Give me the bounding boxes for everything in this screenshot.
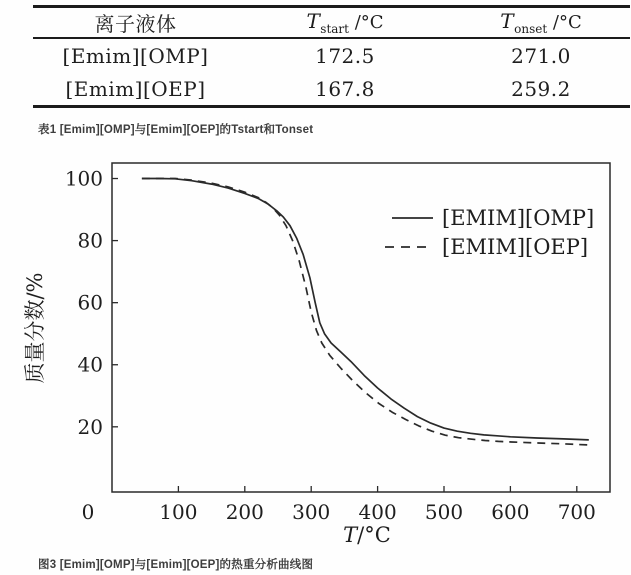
- y-tick-label-20: 20: [77, 414, 103, 439]
- table-row: [33, 39, 630, 72]
- x-tick-label-400: 400: [358, 500, 397, 524]
- tonset-symbol: T: [500, 9, 515, 33]
- cell-tonset: 271.0: [511, 43, 571, 68]
- y-tick-label-80: 80: [77, 228, 103, 253]
- col-header-tstart: [238, 9, 452, 36]
- table-caption: 表1 [Emim][OMP]与[Emim][OEP]的Tstart和Tonset: [38, 124, 314, 136]
- legend-label-1: [EMIM][OEP]: [442, 235, 589, 259]
- tga-chart: [0, 150, 631, 550]
- cell-tonset: 259.2: [511, 76, 571, 101]
- y-tick-label-100: 100: [64, 166, 103, 191]
- col-header-ionic-liquid: [33, 8, 238, 37]
- col-header-label: 离子液体: [94, 12, 177, 36]
- x-axis-title: T/°C: [343, 523, 391, 547]
- tstart-symbol: T: [306, 9, 321, 33]
- x-tick-label-300: 300: [292, 500, 331, 524]
- y-tick-label-60: 60: [77, 290, 103, 315]
- tonset-unit: /°C: [547, 12, 582, 33]
- tstart-subscript: start: [320, 22, 349, 36]
- y-tick-label-40: 40: [77, 352, 103, 377]
- cell-tstart: 172.5: [315, 43, 375, 68]
- x-tick-label-600: 600: [491, 500, 530, 524]
- x-tick-label-100: 100: [159, 500, 198, 524]
- legend-label-0: [EMIM][OMP]: [442, 206, 595, 230]
- figure-caption: 图3 [Emim][OMP]与[Emim][OEP]的热重分析曲线图: [38, 559, 314, 571]
- ionic-liquid-table: [33, 5, 630, 108]
- x-tick-label-200: 200: [225, 500, 264, 524]
- tonset-subscript: onset: [514, 22, 548, 36]
- table-header-row: [33, 8, 630, 39]
- cell-name: [Emim][OMP]: [62, 43, 209, 68]
- x-tick-label-500: 500: [424, 500, 464, 524]
- x-tick-label-700: 700: [557, 500, 596, 524]
- cell-tstart: 167.8: [315, 76, 375, 101]
- cell-name: [Emim][OEP]: [65, 76, 206, 101]
- col-header-tonset: [452, 9, 630, 36]
- table-row: [33, 72, 630, 105]
- y-axis-title: 质量分数/%: [23, 272, 47, 384]
- x-tick-label-0: 0: [81, 500, 95, 524]
- tstart-unit: /°C: [348, 12, 384, 33]
